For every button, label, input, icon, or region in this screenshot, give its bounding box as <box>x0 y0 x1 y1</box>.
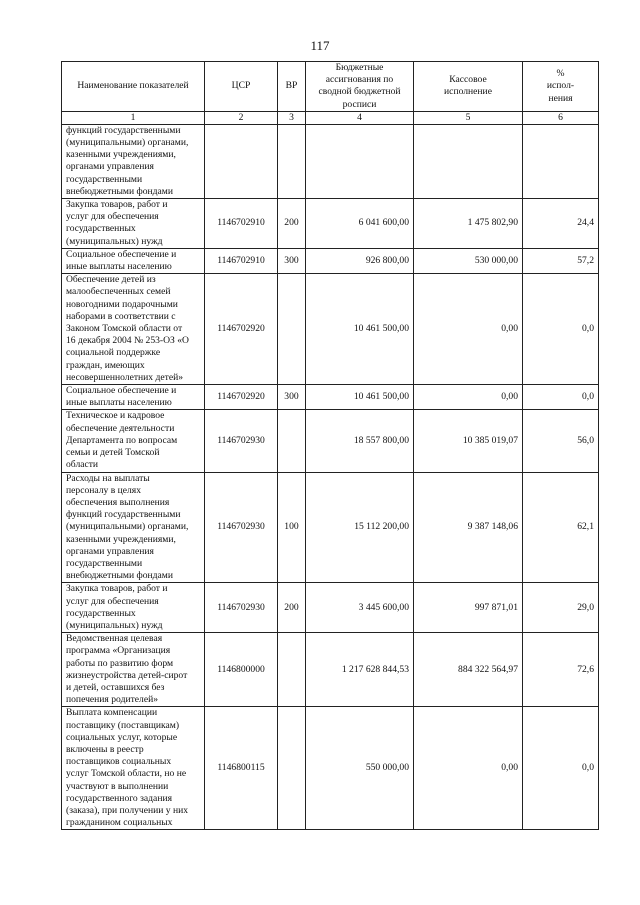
execution-percent <box>523 124 599 198</box>
indicator-name: Выплата компенсации поставщику (поставщикам) социальных услуг, которые включены в реестр поставщиков социальных услуг Томской области, но не участвуют в выполнении государственного задания (заказа), при получении у них гражданином социальных <box>62 707 205 830</box>
budget-execution-table <box>61 61 599 830</box>
indicator-name: Ведомственная целевая программа «Организация работы по развитию форм жизнеустройства детей-сирот и детей, оставшихся без попечения родителей» <box>62 633 205 707</box>
cash-amount: 0,00 <box>414 274 523 385</box>
table-row <box>62 248 599 273</box>
column-number: 5 <box>414 111 523 124</box>
table-row <box>62 274 599 385</box>
budget-amount: 550 000,00 <box>306 707 414 830</box>
cash-amount: 10 385 019,07 <box>414 410 523 472</box>
vr-code: 300 <box>278 248 306 273</box>
vr-code: 100 <box>278 472 306 583</box>
execution-percent: 24,4 <box>523 199 599 249</box>
table-row <box>62 410 599 472</box>
csr-code: 1146702930 <box>205 583 278 633</box>
indicator-name: Техническое и кадровое обеспечение деятельности Департамента по вопросам семьи и детей Томской области <box>62 410 205 472</box>
csr-code: 1146702930 <box>205 410 278 472</box>
csr-code: 1146702930 <box>205 472 278 583</box>
vr-code <box>278 274 306 385</box>
indicator-name: Расходы на выплаты персоналу в целях обеспечения выполнения функций государственными (муниципальными) органами, казенными учреждениями, органами управления государственными внебюджетными фондами <box>62 472 205 583</box>
table-row <box>62 707 599 830</box>
vr-code: 300 <box>278 385 306 410</box>
cash-amount: 9 387 148,06 <box>414 472 523 583</box>
budget-amount: 926 800,00 <box>306 248 414 273</box>
vr-code <box>278 410 306 472</box>
table-row <box>62 124 599 198</box>
table-row <box>62 199 599 249</box>
table-row <box>62 583 599 633</box>
budget-amount: 6 041 600,00 <box>306 199 414 249</box>
execution-percent: 0,0 <box>523 707 599 830</box>
indicator-name: Обеспечение детей из малообеспеченных семей новогодними подарочными наборами в соответствии с Законом Томской области от 16 декабря 2004 № 253-ОЗ «О социальной поддержке граждан, имеющих несовершеннолетних детей» <box>62 274 205 385</box>
budget-amount: 18 557 800,00 <box>306 410 414 472</box>
budget-amount: 10 461 500,00 <box>306 385 414 410</box>
cash-amount <box>414 124 523 198</box>
vr-code <box>278 633 306 707</box>
header-csr: ЦСР <box>205 62 278 112</box>
csr-code: 1146702910 <box>205 248 278 273</box>
indicator-name: Социальное обеспечение и иные выплаты населению <box>62 385 205 410</box>
budget-amount <box>306 124 414 198</box>
column-number: 2 <box>205 111 278 124</box>
csr-code: 1146800000 <box>205 633 278 707</box>
cash-amount: 0,00 <box>414 385 523 410</box>
budget-amount: 1 217 628 844,53 <box>306 633 414 707</box>
csr-code: 1146702920 <box>205 385 278 410</box>
cash-amount: 1 475 802,90 <box>414 199 523 249</box>
execution-percent: 29,0 <box>523 583 599 633</box>
execution-percent: 62,1 <box>523 472 599 583</box>
csr-code: 1146800115 <box>205 707 278 830</box>
indicator-name: функций государственными (муниципальными) органами, казенными учреждениями, органами управления государственными внебюджетными фондами <box>62 124 205 198</box>
header-indicator-name: Наименование показателей <box>62 62 205 112</box>
cash-amount: 0,00 <box>414 707 523 830</box>
vr-code <box>278 124 306 198</box>
header-execution-percent: % испол- нения <box>523 62 599 112</box>
indicator-name: Закупка товаров, работ и услуг для обеспечения государственных (муниципальных) нужд <box>62 199 205 249</box>
cash-amount: 530 000,00 <box>414 248 523 273</box>
column-number-row <box>62 111 599 124</box>
page-number: 117 <box>310 38 330 53</box>
execution-percent: 57,2 <box>523 248 599 273</box>
table-header-row <box>62 62 599 112</box>
indicator-name: Закупка товаров, работ и услуг для обеспечения государственных (муниципальных) нужд <box>62 583 205 633</box>
column-number: 4 <box>306 111 414 124</box>
table-row <box>62 385 599 410</box>
csr-code: 1146702910 <box>205 199 278 249</box>
csr-code: 1146702920 <box>205 274 278 385</box>
cash-amount: 884 322 564,97 <box>414 633 523 707</box>
cash-amount: 997 871,01 <box>414 583 523 633</box>
table-row <box>62 472 599 583</box>
header-cash-execution: Кассовое исполнение <box>414 62 523 112</box>
budget-amount: 10 461 500,00 <box>306 274 414 385</box>
budget-amount: 15 112 200,00 <box>306 472 414 583</box>
csr-code <box>205 124 278 198</box>
execution-percent: 0,0 <box>523 385 599 410</box>
vr-code <box>278 707 306 830</box>
header-vr: ВР <box>278 62 306 112</box>
column-number: 3 <box>278 111 306 124</box>
header-budget-allocations: Бюджетные ассигнования по сводной бюджетной росписи <box>306 62 414 112</box>
execution-percent: 0,0 <box>523 274 599 385</box>
table-row <box>62 633 599 707</box>
budget-amount: 3 445 600,00 <box>306 583 414 633</box>
execution-percent: 72,6 <box>523 633 599 707</box>
execution-percent: 56,0 <box>523 410 599 472</box>
column-number: 6 <box>523 111 599 124</box>
vr-code: 200 <box>278 583 306 633</box>
column-number: 1 <box>62 111 205 124</box>
indicator-name: Социальное обеспечение и иные выплаты населению <box>62 248 205 273</box>
vr-code: 200 <box>278 199 306 249</box>
